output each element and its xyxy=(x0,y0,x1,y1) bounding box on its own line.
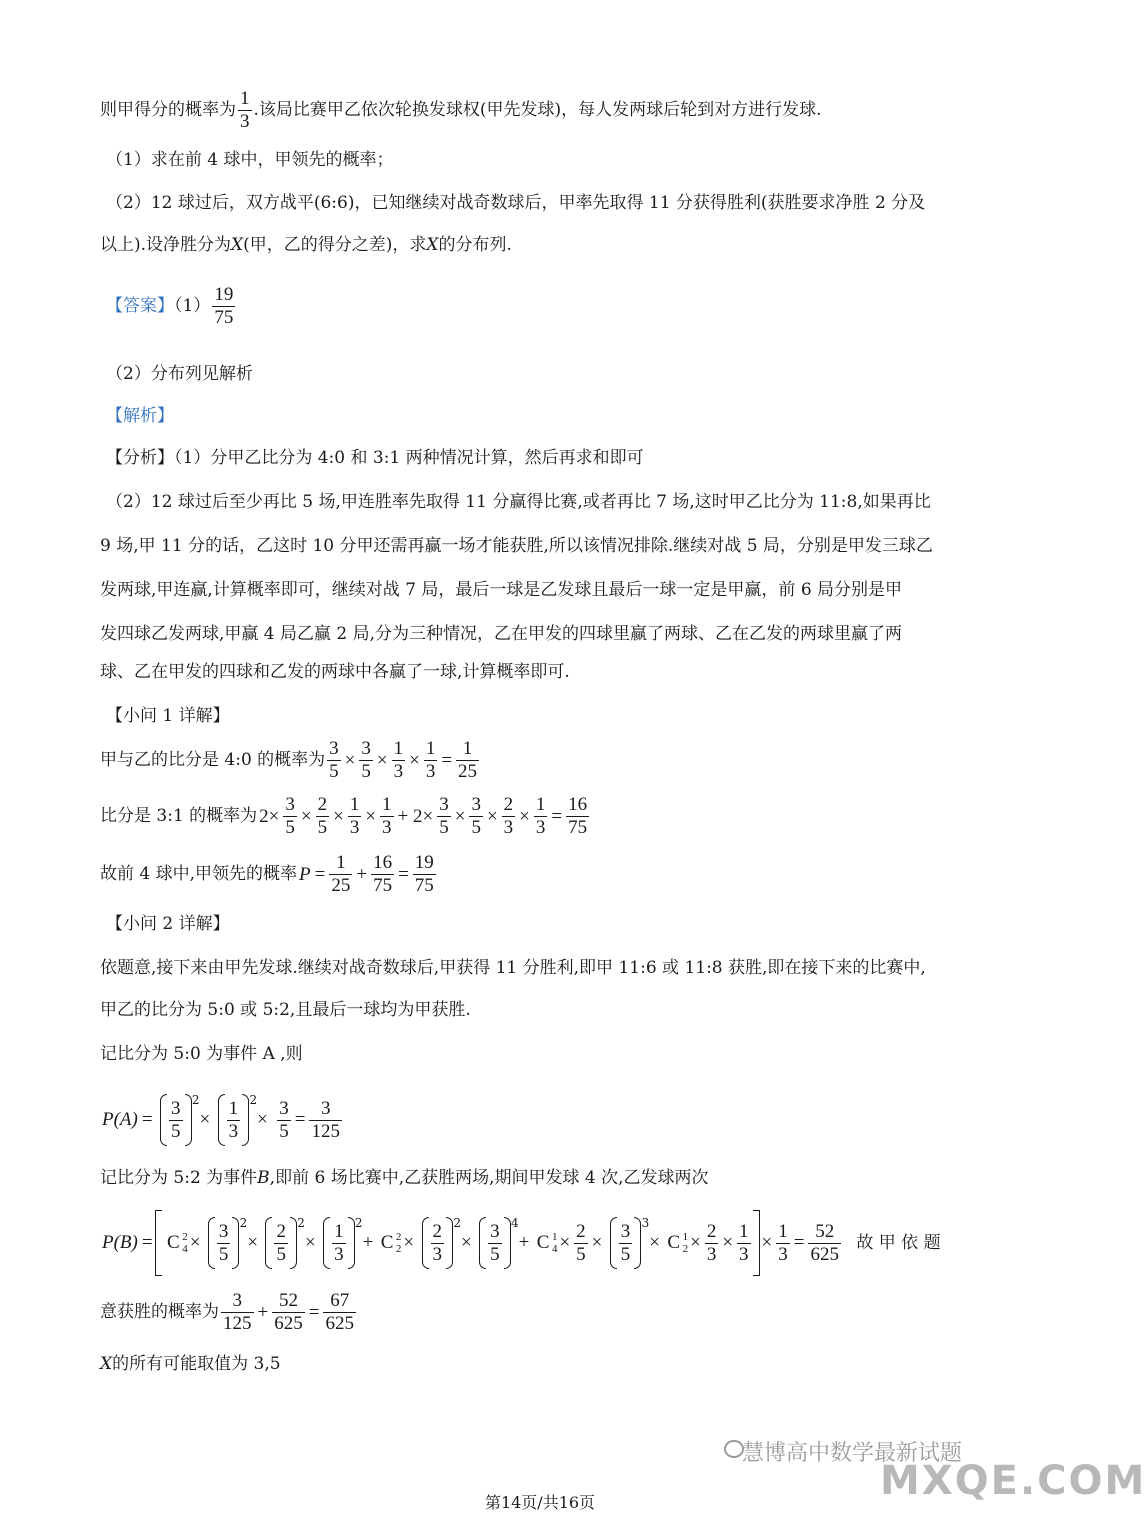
equation-1: 甲与乙的比分是 4:0 的概率为 $\frac{3}{5}$ × $\frac{3}{5}$ × $\frac{1}{3}$ × $\frac{1}{3}$ = $\frac{1}{25}$ xyxy=(100,738,478,782)
equation-total: 意获胜的概率为 $\frac{3}{125}$ + $\frac{52}{625}$ = $\frac{67}{625}$ xyxy=(100,1290,354,1334)
paragraph-line: 记比分为 5:0 为事件 A ,则 xyxy=(100,1044,303,1064)
paragraph-line: 发四球乙发两球,甲赢 4 局乙赢 2 局,分为三种情况，乙在甲发的四球里赢了两球、乙在乙发的两球里赢了两 xyxy=(100,624,903,644)
page-footer: 第14页/共16页 xyxy=(484,1493,596,1512)
question-2: （2）12 球过后，双方战平(6:6)，已知继续对战奇数球后，甲率先取得 11 分获得胜利(获胜要求净胜 2 分及 xyxy=(106,193,926,213)
answer-line: 【答案】（1） $\frac{19}{75}$ xyxy=(106,284,234,328)
answer-tag: 【答案】 xyxy=(106,296,174,316)
equation-3: 故前 4 球中,甲领先的概率 P = $\frac{1}{25}$ + $\frac{16}{75}$ = $\frac{19}{75}$ xyxy=(100,852,434,896)
fraction: $\frac{1}{3}$ xyxy=(240,88,250,132)
watermark-text: 慧博高中数学最新试题 xyxy=(742,1441,963,1466)
problem-text: 则甲得分的概率为 xyxy=(100,100,236,120)
equation-pb: P(B) = C 2 4 × $\frac{3}{5}$ 2 × $\frac{2}{5}$ 2 × $\frac{1}{3}$ 2 + C 2 2 × $\frac{2}{3}$ 2 × $\frac{3}{5}$ 4 + C 1 4 × $\frac{2}{5}$ × $\frac{3}{5}$ 3 × C 1 2 × $\frac{2}{3}$ × $\frac{1}{3}$ × $\frac{1}{3}$ = $\frac{52}{625}$ 故 甲 依 题 xyxy=(100,1210,941,1276)
question-1: （1）求在前 4 球中，甲领先的概率； xyxy=(106,150,394,170)
paragraph-line: X的所有可能取值为 3,5 xyxy=(100,1354,281,1374)
paragraph-line: 球、乙在甲发的四球和乙发的两球中各赢了一球,计算概率即可. xyxy=(100,662,570,682)
paragraph-line: 记比分为 5:2 为事件B,即前 6 场比赛中,乙获胜两场,期间甲发球 4 次,乙发球两次 xyxy=(100,1168,709,1188)
subquestion-1-heading: 【小问 1 详解】 xyxy=(106,706,230,726)
analysis-tag: 【解析】 xyxy=(106,406,174,426)
paragraph-line: 甲乙的比分为 5:0 或 5:2,且最后一球均为甲获胜. xyxy=(100,1000,471,1020)
equation-pa: P(A) = $\frac{3}{5}$ 2 × $\frac{1}{3}$ 2 × $\frac{3}{5}$ = $\frac{3}{125}$ xyxy=(100,1094,344,1146)
paragraph-line: 9 场,甲 11 分的话，乙这时 10 分甲还需再赢一场才能获胜,所以该情况排除.继续对战 5 局，分别是甲发三球乙 xyxy=(100,536,933,556)
analysis-line: 【分析】（1）分甲乙比分为 4:0 和 3:1 两种情况计算，然后再求和即可 xyxy=(106,448,644,468)
subquestion-2-heading: 【小问 2 详解】 xyxy=(106,914,230,934)
question-2-cont: 以上).设净胜分为X(甲，乙的得分之差)，求X的分布列. xyxy=(100,235,512,255)
paragraph-line: （2）12 球过后至少再比 5 场,甲连胜率先取得 11 分赢得比赛,或者再比 7 场,这时甲乙比分为 11:8,如果再比 xyxy=(106,492,931,512)
equation-2: 比分是 3:1 的概率为 2× $\frac{3}{5}$ × $\frac{2}{5}$ × $\frac{1}{3}$ × $\frac{1}{3}$ + 2× $\frac{3}{5}$ × $\frac{3}{5}$ × $\frac{2}{3}$ × $\frac{1}{3}$ = $\frac{16}{75}$ xyxy=(100,794,588,838)
problem-line-1 xyxy=(100,88,822,133)
wechat-icon xyxy=(724,1440,744,1458)
paragraph-line: 发两球,甲连赢,计算概率即可，继续对战 7 局，最后一球是乙发球且最后一球一定是甲赢，前 6 局分别是甲 xyxy=(100,580,903,600)
watermark-logo: MXQE.COM xyxy=(880,1458,1146,1504)
paragraph-line: 依题意,接下来由甲先发球.继续对战奇数球后,甲获得 11 分胜利,即甲 11:6 或 11:8 获胜,即在接下来的比赛中, xyxy=(100,958,926,978)
answer-2: （2）分布列见解析 xyxy=(106,364,253,384)
fraction: $\frac{19}{75}$ xyxy=(214,284,234,328)
problem-text: .该局比赛甲乙依次轮换发球权(甲先发球)，每人发两球后轮到对方进行发球. xyxy=(253,100,822,120)
